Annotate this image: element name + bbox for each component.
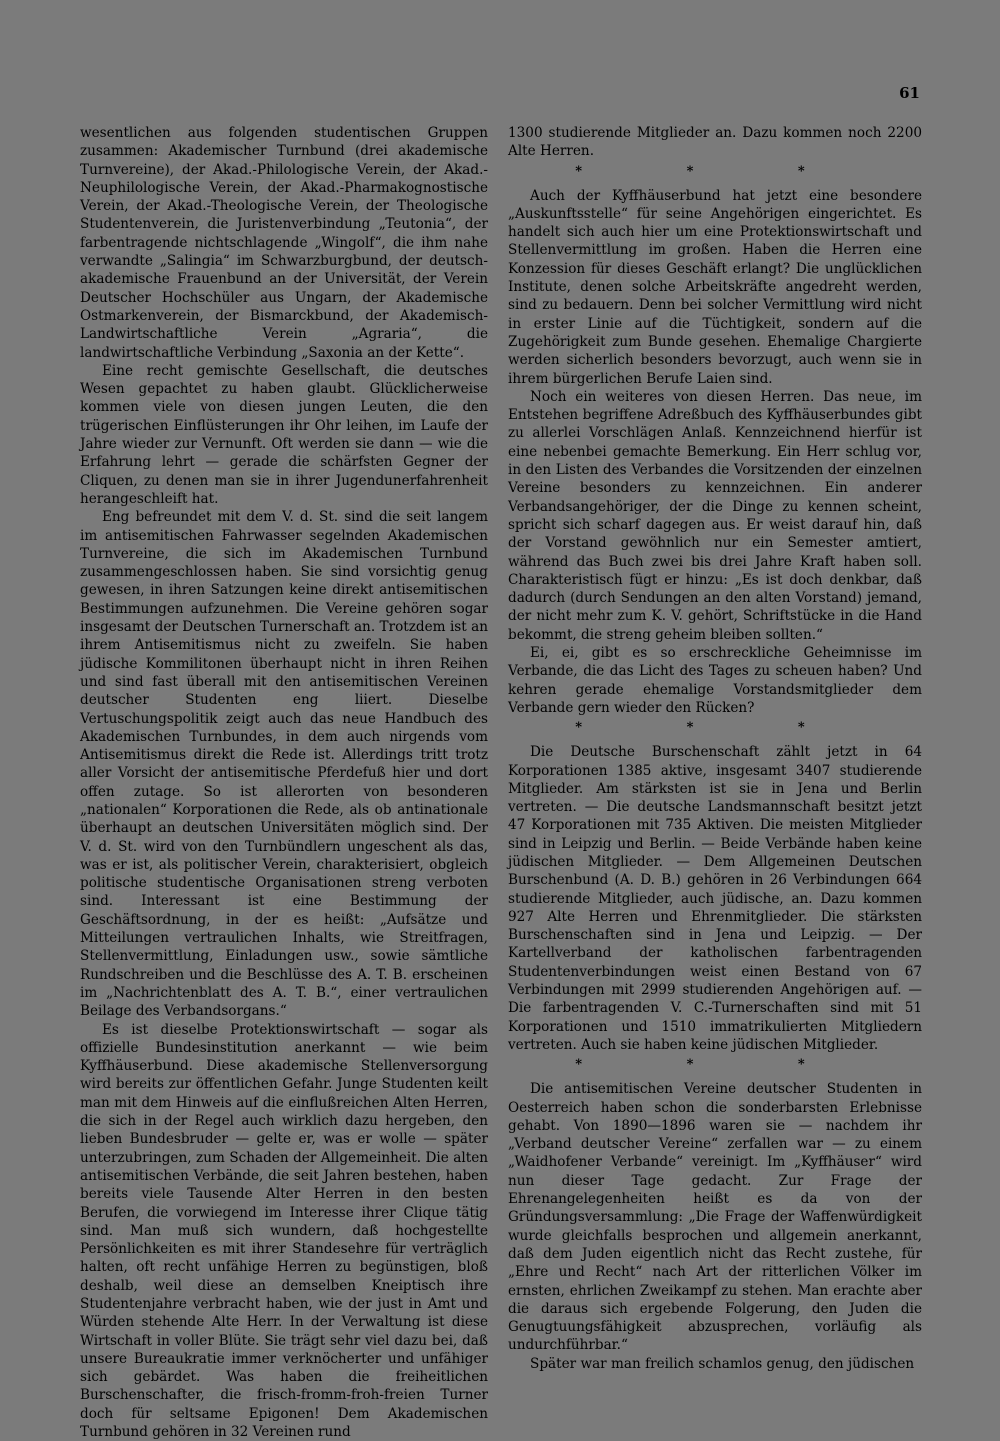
paragraph: 1300 studierende Mitglieder an. Dazu kommen noch 2200 Alte Herren. <box>508 125 922 160</box>
right-column <box>508 124 922 1373</box>
paragraph: Auch der Kyffhäuserbund hat jetzt eine besondere „Auskunftsstelle“ für seine Angehörigen eingerichtet. Es handelt sich auch hier um eine Protektionswirtschaft und Stellenvermittlung im großen. Haben die Herren eine Konzession für dieses Geschäft erlangt? Die unglücklichen Institute, denen solche Arbeitskräfte angedreht werden, sind zu bedauern. Denn bei solcher Vermittlung wird nicht in erster Linie auf die Tüchtigkeit, sondern auf die Zugehörigkeit zum Bunde gesehen. Ehemalige Chargierte werden sicherlich besonders bevorzugt, auch wenn sie in ihrem bürgerlichen Berufe Laien sind. <box>508 187 922 387</box>
section-separator: * * * <box>575 1057 855 1073</box>
paragraph: Später war man freilich schamlos genug, den jüdischen <box>530 1355 915 1372</box>
paragraph: Eine recht gemischte Gesellschaft, die deutsches Wesen gepachtet zu haben glaubt. Glücklicherweise kommen viele von diesen jungen Leuten, die den trügerischen Einflüsterungen ihr Ohr leihen, im Laufe der Jahre wieder zur Vernunft. Oft werden sie dann — wie die Erfahrung lehrt — gerade die schärfsten Gegner der Cliquen, zu denen man sie in ihrer Jugendunerfahrenheit herangeschleift hat. <box>80 362 488 507</box>
paragraph: Es ist dieselbe Protektionswirtschaft — sogar als offizielle Bundesinstitution anerkannt — wie beim Kyffhäuserbund. Diese akademische Stellenversorgung wird bereits zur öffentlichen Gefahr. Junge Studenten keilt man mit dem Hinweis auf die einflußreichen Alten Herren, die sich in der Regel auch wirklich dazu hergeben, den lieben Bundesbruder — gelte er, was er wolle — später unterzubringen, zum Schaden der Allgemeinheit. Die alten antisemitischen Verbände, die seit Jahren bestehen, haben bereits viele Tausende Alter Herren in den besten Berufen, die vorwiegend im Interesse ihrer Clique tätig sind. Man muß sich wundern, daß hochgestellte Persönlichkeiten es mit ihrer Standesehre für verträglich halten, oft recht unfähige Herren zu begünstigen, bloß deshalb, weil diese an demselben Kneiptisch ihre Studentenjahre verbracht haben, wie der just in Amt und Würden stehende Alte Herr. In der Verwaltung ist diese Wirtschaft in voller Blüte. Sie trägt sehr viel dazu bei, daß unsere Bureaukratie immer verknöcherter und unfähiger sich gebärdet. Was haben die freiheitlichen Burschenschafter, die frisch-fromm-froh-freien Turner doch für seltsame Epigonen! Dem Akademischen Turnbund gehören in 32 Vereinen rund <box>80 1021 488 1441</box>
paragraph: Noch ein weiteres von diesen Herren. Das neue, im Entstehen begriffene Adreßbuch des Kyffhäuserbundes gibt zu allerlei Vorschlägen Anlaß. Kennzeichnend hierfür ist eine nebenbei gemachte Bemerkung. Ein Herr schlug vor, in den Listen des Verbandes die Vorsitzenden der einzelnen Vereine besonders zu kennzeichnen. Ein anderer Verbandsangehöriger, der die Dinge zu kennen scheint, spricht sich scharf dagegen aus. Er weist darauf hin, daß der Vorstand gewöhnlich nur ein Semester amtiert, während das Buch zwei bis drei Jahre Kraft haben soll. Charakteristisch fügt er hinzu: „Es ist doch denkbar, daß dadurch (durch Sendungen an den alten Vorstand) jemand, der nicht mehr zum K. V. gehört, Schriftstücke in die Hand bekommt, die streng geheim bleiben sollten.“ <box>508 388 922 643</box>
paragraph: Die antisemitischen Vereine deutscher Studenten in Oesterreich haben schon die sonderbarsten Erlebnisse gehabt. Von 1890—1896 waren sie — nachdem ihr „Verband deutscher Vereine“ zerfallen war — zu einem „Waidhofener Verbande“ vereinigt. Im „Kyffhäuser“ wird nun dieser Tage gedacht. Zur Frage der Ehrenangelegenheiten heißt es da von der Gründungsversammlung: „Die Frage der Waffenwürdigkeit wurde gleichfalls besprochen und allgemein anerkannt, daß dem Juden eigentlich nicht das Recht zustehe, für „Ehre und Recht“ nach Art der ritterlichen Völker im ernsten, ehrlichen Zweikampf zu stehen. Man erachte aber die daraus sich ergebende Folgerung, den Juden die Genugtuungsfähigkeit abzusprechen, vorläufig als undurchführbar.“ <box>508 1081 922 1354</box>
page-number: 61 <box>899 84 920 102</box>
paragraph: Die Deutsche Burschenschaft zählt jetzt in 64 Korporationen 1385 aktive, insgesamt 3407 studierende Mitglieder. Am stärksten ist sie in Jena und Berlin vertreten. — Die deutsche Landsmannschaft besitzt jetzt 47 Korporationen mit 735 Aktiven. Die meisten Mitglieder sind in Leipzig und Berlin. — Beide Verbände haben keine jüdischen Mitglieder. — Dem Allgemeinen Deutschen Burschenbund (A. D. B.) gehören in 26 Verbindungen 664 studierende Mitglieder, auch jüdische, an. Dazu kommen 927 Alte Herren und Ehrenmitglieder. Die stärksten Burschenschaften sind in Jena und Leipzig. — Der Kartellverband der katholischen farbentragenden Studentenverbindungen weist einen Bestand von 67 Verbindungen mit 2999 studierenden Angehörigen auf. — Die farbentragenden V. C.-Turnerschaften sind mit 51 Korporationen und 1510 immatrikulierten Mitgliedern vertreten. Auch sie haben keine jüdischen Mitglieder. <box>508 744 922 1053</box>
paragraph: Eng befreundet mit dem V. d. St. sind die seit langem im antisemitischen Fahrwasser segelnden Akademischen Turnvereine, die sich im Akademischen Turnbund zusammengeschlossen haben. Sie sind vorsichtig genug gewesen, in ihren Satzungen keine direkt antisemitischen Bestimmungen aufzunehmen. Die Vereine gehören sogar insgesamt der Deutschen Turnerschaft an. Trotzdem ist an ihrem Antisemitismus nicht zu zweifeln. Sie haben jüdische Kommilitonen überhaupt nicht in ihren Reihen und sind fast überall mit den antisemitischen Vereinen deutscher Studenten eng liiert. Dieselbe Vertuschungspolitik zeigt auch das neue Handbuch des Akademischen Turnbundes, in dem auch nirgends vom Antisemitismus direkt die Rede ist. Allerdings tritt trotz aller Vorsicht der antisemitische Pferdefuß hier und dort offen zutage. So ist allerorten von besonderen „nationalen“ Korporationen die Rede, als ob antinationale überhaupt an deutschen Universitäten möglich sind. Der V. d. St. wird von den Turnbündlern ungeschent als das, was er ist, als politischer Verein, charakterisiert, obgleich politische studentische Organisationen streng verboten sind. Interessant ist eine Bestimmung der Geschäftsordnung, in der es heißt: „Aufsätze und Mitteilungen vertraulichen Inhalts, wie Streitfragen, Stellenvermittlung, Einladungen usw., sowie sämtliche Rundschreiben und die Beschlüsse des A. T. B. erscheinen im „Nachrichtenblatt des A. T. B.“, einer vertraulichen Beilage des Verbandsorgans.“ <box>80 509 488 1020</box>
paragraph: wesentlichen aus folgenden studentischen Gruppen zusammen: Akademischer Turnbund (drei akademische Turnvereine), der Akad.-Philologische Verein, der Akad.-Neuphilologische Verein, der Akad.-Pharmakognostische Verein, der Akad.-Theologische Verein, der Theologische Studentenverein, die Juristenverbindung „Teutonia“, der farbentragende nichtschlagende „Wingolf“, die ihm nahe verwandte „Salingia“ im Schwarzburgbund, der deutsch-akademische Frauenbund an der Universität, der Verein Deutscher Hochschüler aus Ungarn, der Akademische Ostmarkenverein, der Bismarckbund, der Akademisch-Landwirtschaftliche Verein „Agraria“, die landwirtschaftliche Verbindung „Saxonia an der Kette“. <box>80 125 488 361</box>
section-separator: * * * <box>575 163 855 179</box>
left-column <box>80 124 488 1441</box>
paragraph: Ei, ei, gibt es so erschreckliche Geheimnisse im Verbande, die das Licht des Tages zu scheuen haben? Und kehren gerade ehemalige Vorstandsmitglieder dem Verbande gern wieder den Rücken? <box>508 645 922 716</box>
section-separator: * * * <box>575 720 855 736</box>
